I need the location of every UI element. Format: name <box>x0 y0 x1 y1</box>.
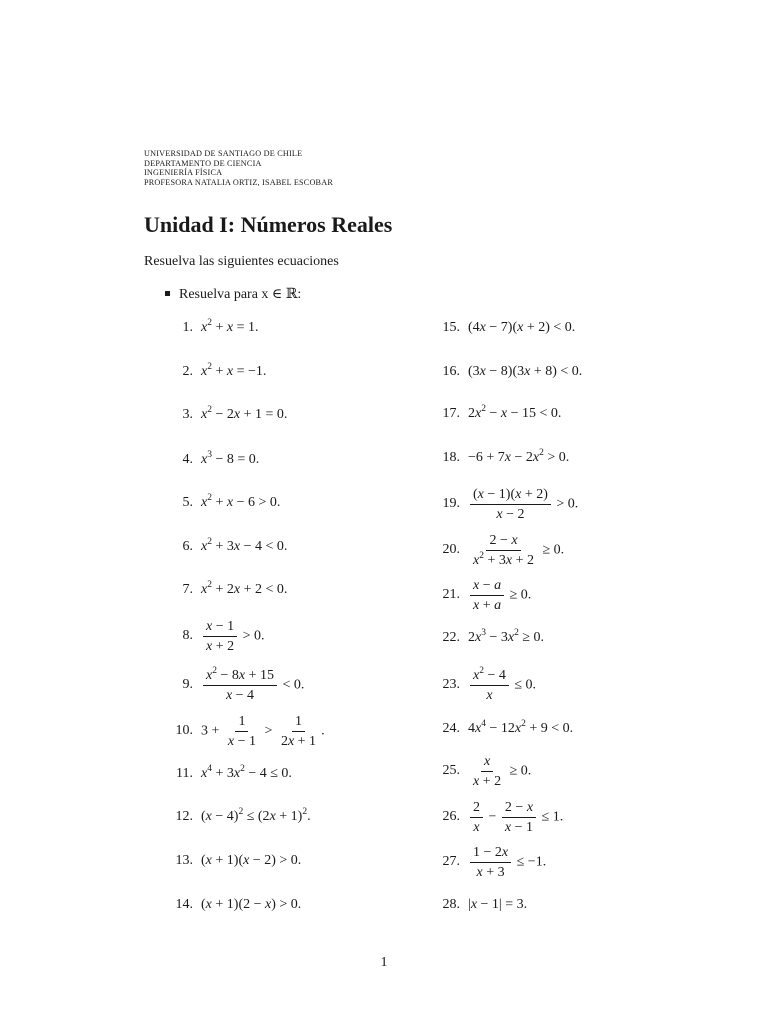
exercise-26 <box>435 797 563 837</box>
exercise-expression: (x + 1)(2 − x) > 0. <box>201 897 302 912</box>
exercise-number: 5. <box>182 495 193 510</box>
exercise-1 <box>156 308 259 348</box>
exercise-expression: $x^4 + 3x^2 - 4 \le 0$. <box>201 764 292 781</box>
intro-text: Resuelva las siguientes ecuaciones <box>144 254 339 269</box>
exercise-number: 25. <box>442 763 460 778</box>
exercise-12 <box>156 797 311 837</box>
exercise-6 <box>156 527 287 567</box>
exercise-expression: $\frac{(x - 1)(x + 2)}{x - 2}$ > 0. <box>468 486 578 523</box>
exercise-expression: $4x^4 - 12x^2 + 9 < 0$. <box>468 719 574 736</box>
exercise-17 <box>435 394 561 434</box>
exercise-27 <box>435 842 546 882</box>
exercise-number: 9. <box>182 677 193 692</box>
professors-line: PROFESORA NATALIA ORTIZ, ISABEL ESCOBAR <box>144 177 333 187</box>
exercise-number: 16. <box>442 364 460 379</box>
exercise-expression: $x^2 + x - 6 > 0$. <box>201 493 281 510</box>
exercise-expression: $\frac{2 - x}{x^2 + 3x + 2}$ ≥ 0. <box>473 532 565 568</box>
exercise-number: 17. <box>442 406 460 421</box>
program-line: INGENIERÍA FÍSICA <box>144 168 223 178</box>
exercise-number: 11. <box>176 766 193 781</box>
institution-header <box>144 149 333 187</box>
exercise-20 <box>435 530 564 570</box>
exercise-2 <box>156 352 266 392</box>
exercise-number: 7. <box>182 582 193 597</box>
exercise-number: 1. <box>182 320 193 335</box>
exercise-expression: (3x − 8)(3x + 8) < 0. <box>468 364 583 379</box>
exercise-25 <box>435 751 531 791</box>
exercise-expression: $\frac{1 - 2x}{x + 3}$ ≤ −1. <box>468 844 546 881</box>
exercise-expression: $2x^2 - x - 15 < 0$. <box>468 404 562 421</box>
exercise-expression: $x^3 - 8 = 0$. <box>201 450 260 467</box>
exercise-number: 20. <box>442 542 460 557</box>
exercise-number: 28. <box>442 897 460 912</box>
exercise-expression: 3 + $\frac{1}{x - 1}$ > $\frac{1}{2x + 1}$ . <box>201 713 325 749</box>
exercise-expression: $\frac{x}{x + 2}$ ≥ 0. <box>473 753 532 789</box>
exercise-16 <box>435 352 582 392</box>
exercise-3 <box>156 395 287 435</box>
exercise-expression: $2x^3 - 3x^2 \ge 0$. <box>468 628 545 645</box>
exercise-expression: (4x − 7)(x + 2) < 0. <box>468 320 576 335</box>
exercise-expression: $\frac{2}{x}$ − $\frac{2 - x}{x - 1}$ ≤ 1. <box>468 799 563 836</box>
exercise-number: 24. <box>442 721 460 736</box>
exercise-15 <box>435 308 575 348</box>
exercise-24 <box>435 709 573 749</box>
exercise-22 <box>435 618 544 658</box>
department-line: DEPARTAMENTO DE CIENCIA <box>144 158 262 168</box>
exercise-expression: $x^2 + 2x + 2 < 0$. <box>201 580 288 597</box>
exercise-number: 12. <box>175 809 193 824</box>
bullet-square-icon <box>165 291 170 296</box>
exercise-number: 8. <box>182 628 193 643</box>
exercise-expression: $(x - 4)^2 \le (2x + 1)^2$. <box>201 807 311 824</box>
exercise-number: 21. <box>442 587 460 602</box>
page-number: 1 <box>380 955 388 970</box>
exercise-13 <box>156 841 301 881</box>
exercise-number: 14. <box>175 897 193 912</box>
exercise-expression: $x^2 + x = -1$. <box>201 362 267 379</box>
exercise-number: 4. <box>182 452 193 467</box>
exercise-number: 22. <box>442 630 460 645</box>
exercise-8 <box>156 616 265 656</box>
exercise-28 <box>435 885 527 925</box>
exercise-18 <box>435 438 569 478</box>
exercise-expression: $\frac{x - 1}{x + 2}$ > 0. <box>201 618 265 655</box>
exercise-number: 18. <box>442 450 460 465</box>
exercise-10 <box>156 711 325 751</box>
exercise-number: 13. <box>175 853 193 868</box>
exercise-number: 26. <box>442 809 460 824</box>
exercise-11 <box>156 754 292 794</box>
exercise-number: 23. <box>442 677 460 692</box>
exercise-number: 6. <box>182 539 193 554</box>
exercise-19 <box>435 484 578 524</box>
exercise-expression: (x + 1)(x − 2) > 0. <box>201 853 302 868</box>
exercise-expression: $-6 + 7x - 2x^2 > 0$. <box>468 448 570 465</box>
exercise-5 <box>156 483 280 523</box>
exercise-number: 19. <box>442 496 460 511</box>
bullet-text: Resuelva para x ∈ ℝ: <box>179 287 302 302</box>
exercise-23 <box>435 665 536 705</box>
exercise-expression: $x^2 + x = 1$. <box>201 318 259 335</box>
exercise-expression: $\frac{x - a}{x + a}$ ≥ 0. <box>468 577 531 614</box>
exercise-9 <box>156 665 304 705</box>
exercise-21 <box>435 575 531 615</box>
exercise-number: 2. <box>182 364 193 379</box>
exercise-number: 10. <box>175 723 193 738</box>
exercise-number: 3. <box>182 407 193 422</box>
exercise-7 <box>156 570 287 610</box>
exercise-expression: $x^2 + 3x - 4 < 0$. <box>201 537 288 554</box>
exercise-number: 15. <box>442 320 460 335</box>
bullet-instruction <box>165 286 301 303</box>
exercise-expression: $x^2 - 2x + 1 = 0$. <box>201 405 288 422</box>
exercise-14 <box>156 885 301 925</box>
university-line: UNIVERSIDAD DE SANTIAGO DE CHILE <box>144 149 303 158</box>
exercise-expression: $\frac{x^2 - 4}{x}$ ≤ 0. <box>468 667 536 704</box>
exercise-4 <box>156 440 259 480</box>
exercise-expression: $\frac{x^2 - 8x + 15}{x - 4}$ < 0. <box>201 667 304 704</box>
exercise-expression: |x − 1| = 3. <box>468 897 528 912</box>
exercise-number: 27. <box>442 854 460 869</box>
page-title: Unidad I: Números Reales <box>144 212 393 237</box>
